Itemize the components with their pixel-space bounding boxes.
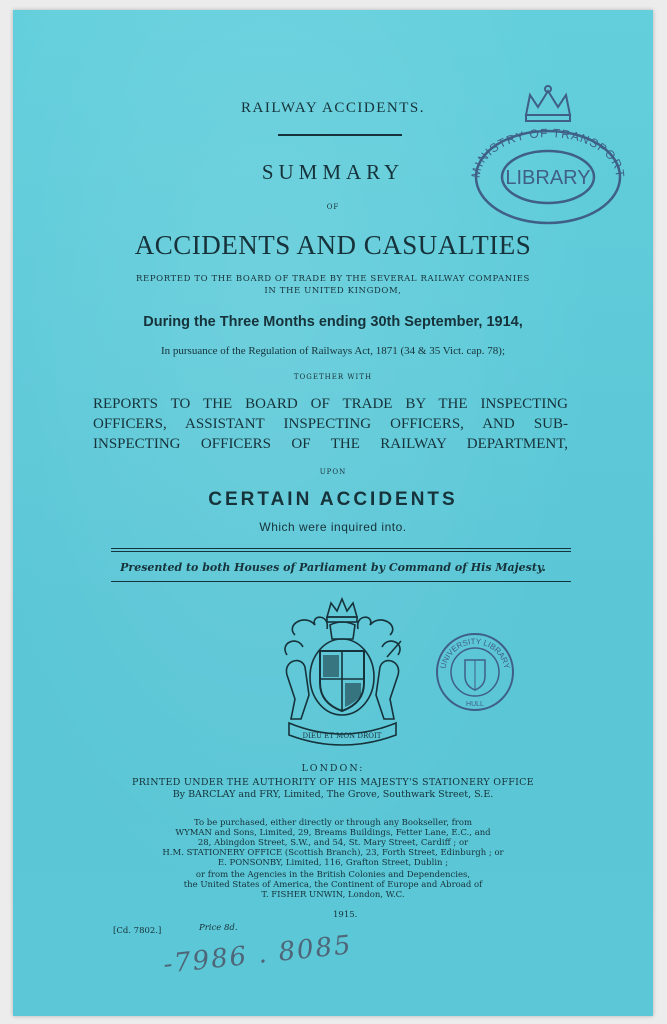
reports-line: OFFICERS, ASSISTANT INSPECTING OFFICERS, AND SUB- [93, 416, 568, 432]
imprint-printer: By BARCLAY and FRY, Limited, The Grove, Southwark Street, S.E. [172, 789, 494, 800]
stamp-outer-text: MINISTRY OF TRANSPORT [468, 125, 628, 179]
purchase-line: or from the Agencies in the British Colonies and Dependencies, [195, 870, 471, 880]
document-heading: RAILWAY ACCIDENTS. [241, 100, 425, 116]
university-library-stamp [433, 630, 517, 718]
upon-label: UPON [319, 468, 347, 476]
certain-accidents-title: CERTAIN ACCIDENTS [208, 489, 458, 510]
reports-line: REPORTS TO THE BOARD OF TRADE BY THE INSPECTING [93, 396, 568, 412]
imprint-printed: PRINTED UNDER THE AUTHORITY OF HIS MAJESTY'S STATIONERY OFFICE [132, 777, 534, 788]
imprint-london: LONDON: [301, 763, 365, 774]
purchase-line: H.M. STATIONERY OFFICE (Scottish Branch), 23, Forth Street, Edinburgh ; or [162, 848, 504, 858]
purchase-line: the United States of America, the Continent of Europe and Abroad of [183, 880, 483, 890]
period-line: During the Three Months ending 30th September, 1914, [143, 314, 523, 330]
main-title: ACCIDENTS AND CASUALTIES [134, 230, 532, 260]
command-number: [Cd. 7802.] [113, 926, 162, 936]
divider [111, 581, 571, 582]
purchase-line: WYMAN and Sons, Limited, 29, Breams Buildings, Fetter Lane, E.C., and [175, 828, 491, 838]
inquired-line: Which were inquired into. [259, 520, 407, 534]
purchase-line: 28, Abingdon Street, S.W., and 54, St. Mary Street, Cardiff ; or [197, 838, 469, 848]
purchase-line: E. PONSONBY, Limited, 116, Grafton Street, Dublin ; [217, 858, 449, 868]
reported-line-1: REPORTED TO THE BOARD OF TRADE BY THE SEVERAL RAILWAY COMPANIES [136, 274, 530, 284]
royal-coat-of-arms-icon [275, 595, 410, 751]
summary-title: SUMMARY [261, 160, 405, 184]
reports-line: INSPECTING OFFICERS OF THE RAILWAY DEPARTMENT, [93, 436, 568, 452]
svg-text:UNIVERSITY LIBRARY: UNIVERSITY LIBRARY [438, 636, 512, 670]
together-label: TOGETHER WITH [293, 373, 373, 381]
publication-year: 1915. [333, 910, 358, 920]
divider [111, 551, 571, 552]
purchase-line: T. FISHER UNWIN, London, W.C. [261, 890, 405, 900]
price-label: Price 8d. [199, 923, 238, 933]
stamp-library-text: LIBRARY [505, 167, 591, 189]
document-cover [13, 10, 653, 1016]
heading-rule [278, 134, 402, 136]
of-label: OF [326, 203, 340, 211]
reports-paragraph [93, 394, 568, 454]
svg-text:HULL: HULL [466, 701, 484, 708]
pursuance-line: In pursuance of the Regulation of Railways Act, 1871 (34 & 35 Vict. cap. 78); [160, 345, 506, 357]
divider [111, 548, 571, 549]
purchase-line: To be purchased, either directly or through any Bookseller, from [193, 818, 473, 828]
reported-line-2: IN THE UNITED KINGDOM, [264, 286, 402, 296]
presented-line: Presented to both Houses of Parliament by Command of His Majesty. [120, 561, 546, 574]
handwritten-annotation: -7986 . 8085 [161, 930, 354, 980]
arms-motto: DIEU ET MON DROIT [302, 732, 382, 740]
